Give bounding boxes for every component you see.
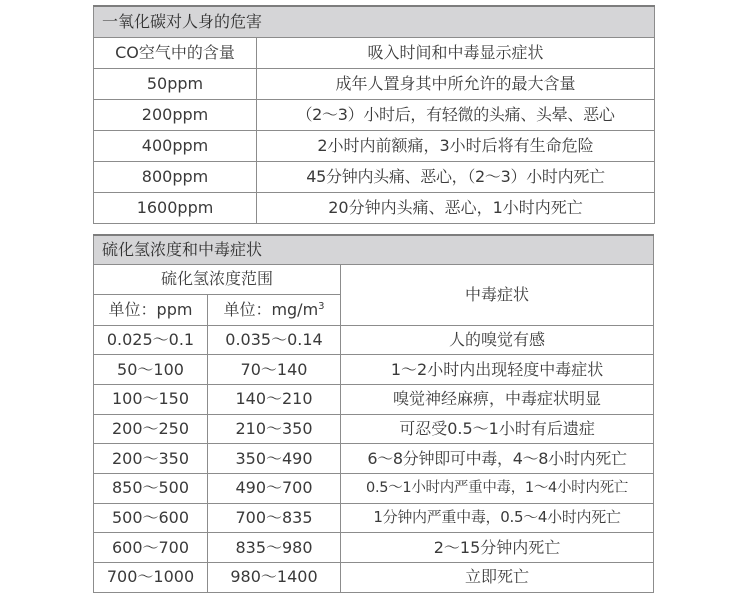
h2s-table-title: 硫化氢浓度和中毒症状 (94, 235, 654, 264)
co-table-title-row (94, 6, 655, 37)
h2s-range-header: 硫化氢浓度范围 (94, 264, 341, 294)
h2s-symptom-cell: 6～8分钟即可中毒，4～8小时内死亡 (341, 444, 654, 474)
table-row (94, 414, 654, 444)
h2s-symptom-cell: 0.5～1小时内严重中毒，1～4小时内死亡 (341, 473, 654, 503)
h2s-mg-cell: 980～1400 (208, 563, 341, 593)
h2s-symptom-cell: 嗅觉神经麻痹，中毒症状明显 (341, 384, 654, 414)
co-symptom-cell: 45分钟内头痛、恶心，（2～3）小时内死亡 (257, 161, 655, 192)
co-concentration-cell: 400ppm (94, 130, 257, 161)
h2s-ppm-cell: 200～250 (94, 414, 208, 444)
table-row (94, 444, 654, 474)
table-row (94, 161, 655, 192)
h2s-mg-cell: 700～835 (208, 503, 341, 533)
table-row (94, 355, 654, 385)
co-table-title: 一氧化碳对人身的危害 (94, 6, 655, 37)
h2s-unit-ppm-header: 单位：ppm (94, 294, 208, 325)
co-symptom-cell: 20分钟内头痛、恶心，1小时内死亡 (257, 192, 655, 223)
h2s-symptom-table (93, 234, 654, 593)
co-hazard-table (93, 5, 655, 224)
h2s-ppm-cell: 0.025～0.1 (94, 325, 208, 355)
h2s-mg-cell: 835～980 (208, 533, 341, 563)
table-row (94, 325, 654, 355)
co-concentration-cell: 50ppm (94, 68, 257, 99)
table-row (94, 533, 654, 563)
co-table-header-row (94, 37, 655, 68)
superscript-3: 3 (318, 300, 325, 312)
table-row (94, 563, 654, 593)
h2s-symptom-cell: 人的嗅觉有感 (341, 325, 654, 355)
co-concentration-cell: 200ppm (94, 99, 257, 130)
h2s-ppm-cell: 700～1000 (94, 563, 208, 593)
h2s-ppm-cell: 850～500 (94, 473, 208, 503)
table-row (94, 192, 655, 223)
table-row (94, 68, 655, 99)
h2s-ppm-cell: 600～700 (94, 533, 208, 563)
h2s-mg-cell: 140～210 (208, 384, 341, 414)
h2s-symptom-cell: 立即死亡 (341, 563, 654, 593)
h2s-mg-cell: 0.035～0.14 (208, 325, 341, 355)
h2s-mg-cell: 350～490 (208, 444, 341, 474)
table-row (94, 99, 655, 130)
table-row (94, 130, 655, 161)
table-row (94, 473, 654, 503)
co-concentration-cell: 800ppm (94, 161, 257, 192)
h2s-ppm-cell: 100～150 (94, 384, 208, 414)
co-symptom-cell: 成年人置身其中所允许的最大含量 (257, 68, 655, 99)
h2s-mg-cell: 70～140 (208, 355, 341, 385)
h2s-symptom-cell: 1～2小时内出现轻度中毒症状 (341, 355, 654, 385)
co-symptom-header: 吸入时间和中毒显示症状 (257, 37, 655, 68)
h2s-table-header-row (94, 264, 654, 294)
h2s-ppm-cell: 200～350 (94, 444, 208, 474)
h2s-mg-cell: 490～700 (208, 473, 341, 503)
h2s-symptom-cell: 1分钟内严重中毒，0.5～4小时内死亡 (341, 503, 654, 533)
co-concentration-header: CO空气中的含量 (94, 37, 257, 68)
co-symptom-cell: （2～3）小时后，有轻微的头痛、头晕、恶心 (257, 99, 655, 130)
co-concentration-cell: 1600ppm (94, 192, 257, 223)
h2s-ppm-cell: 50～100 (94, 355, 208, 385)
h2s-mg-cell: 210～350 (208, 414, 341, 444)
h2s-symptom-cell: 可忍受0.5～1小时有后遗症 (341, 414, 654, 444)
h2s-unit-mg-header (208, 294, 341, 325)
table-row (94, 384, 654, 414)
h2s-ppm-cell: 500～600 (94, 503, 208, 533)
h2s-table-title-row (94, 235, 654, 264)
co-symptom-cell: 2小时内前额痛，3小时后将有生命危险 (257, 130, 655, 161)
h2s-symptom-cell: 2～15分钟内死亡 (341, 533, 654, 563)
table-row (94, 503, 654, 533)
h2s-symptom-header: 中毒症状 (341, 264, 654, 325)
h2s-unit-mg-text: 单位：mg/m (223, 299, 319, 319)
